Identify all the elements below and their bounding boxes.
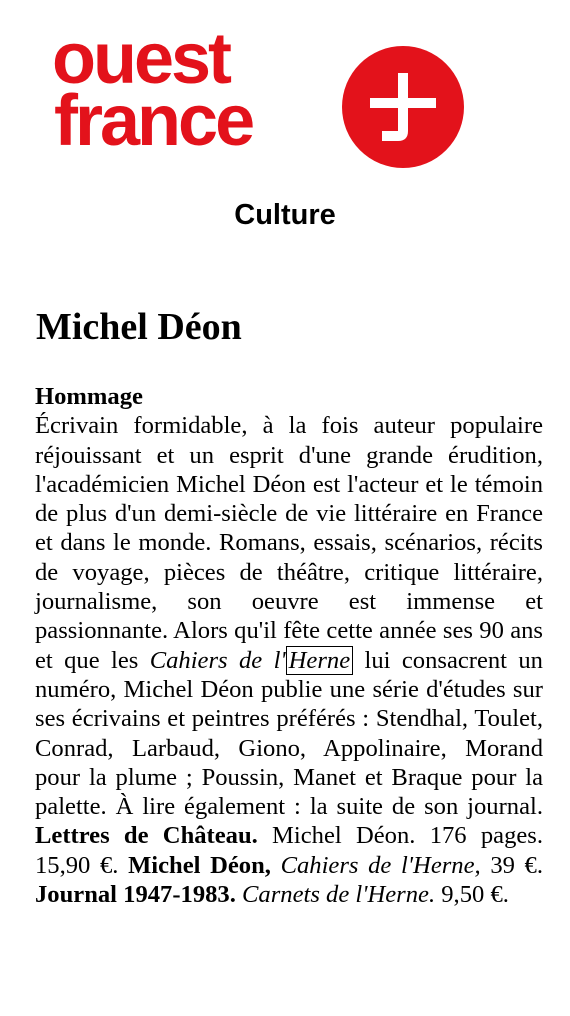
logo-word-france: france	[54, 81, 253, 161]
section-heading: Culture	[234, 199, 336, 231]
logo-word-ouest: ouest	[52, 19, 230, 99]
book3-info: 9,50 €.	[435, 881, 509, 909]
article-body	[35, 382, 543, 909]
book1-title: Lettres de Château.	[35, 822, 258, 850]
herne-boxed-word: Herne	[286, 646, 353, 675]
book2-publisher: Cahiers de l'Herne,	[270, 851, 481, 879]
book3-title: Journal 1947-1983.	[35, 881, 236, 909]
book1-info: Michel Déon. 176 pages. 15,90 €.	[35, 822, 544, 879]
article-kicker: Hommage	[35, 383, 143, 410]
ouest-france-logo	[52, 19, 472, 178]
article-title: Michel Déon	[36, 306, 242, 348]
book2-info: 39 €.	[480, 851, 544, 879]
logo-wordmark	[52, 19, 253, 161]
article-text-1: Écrivain formidable, à la fois auteur populaire réjouissant et un esprit d'une grande érudition, l'académicien Michel Déon est l'acteur et le témoin de plus d'un demi-siècle de vie littéraire en France et dans le monde. Romans, essais, scénarios, récits de voyage, pièces de théâtre, critique littéraire, journalisme, son oeuvre est immense et passionnante. Alors qu'il fête cette année ses 90 ans et que les	[35, 412, 543, 674]
article-text-2: lui consacrent un numéro, Michel Déon publie une série d'études sur ses écrivains et peintres préférés : Stendhal, Toulet, Conrad, Larbaud, Giono, Appolinaire, Morand pour la plume ; Poussin, Manet et Braque pour la palette. À lire également : la suite de son journal.	[35, 646, 543, 821]
book3-publisher: Carnets de l'Herne.	[235, 881, 436, 909]
cahiers-title: Cahiers de l'	[149, 646, 286, 674]
logo-circle-icon	[342, 46, 464, 168]
book2-title: Michel Déon,	[128, 851, 271, 879]
